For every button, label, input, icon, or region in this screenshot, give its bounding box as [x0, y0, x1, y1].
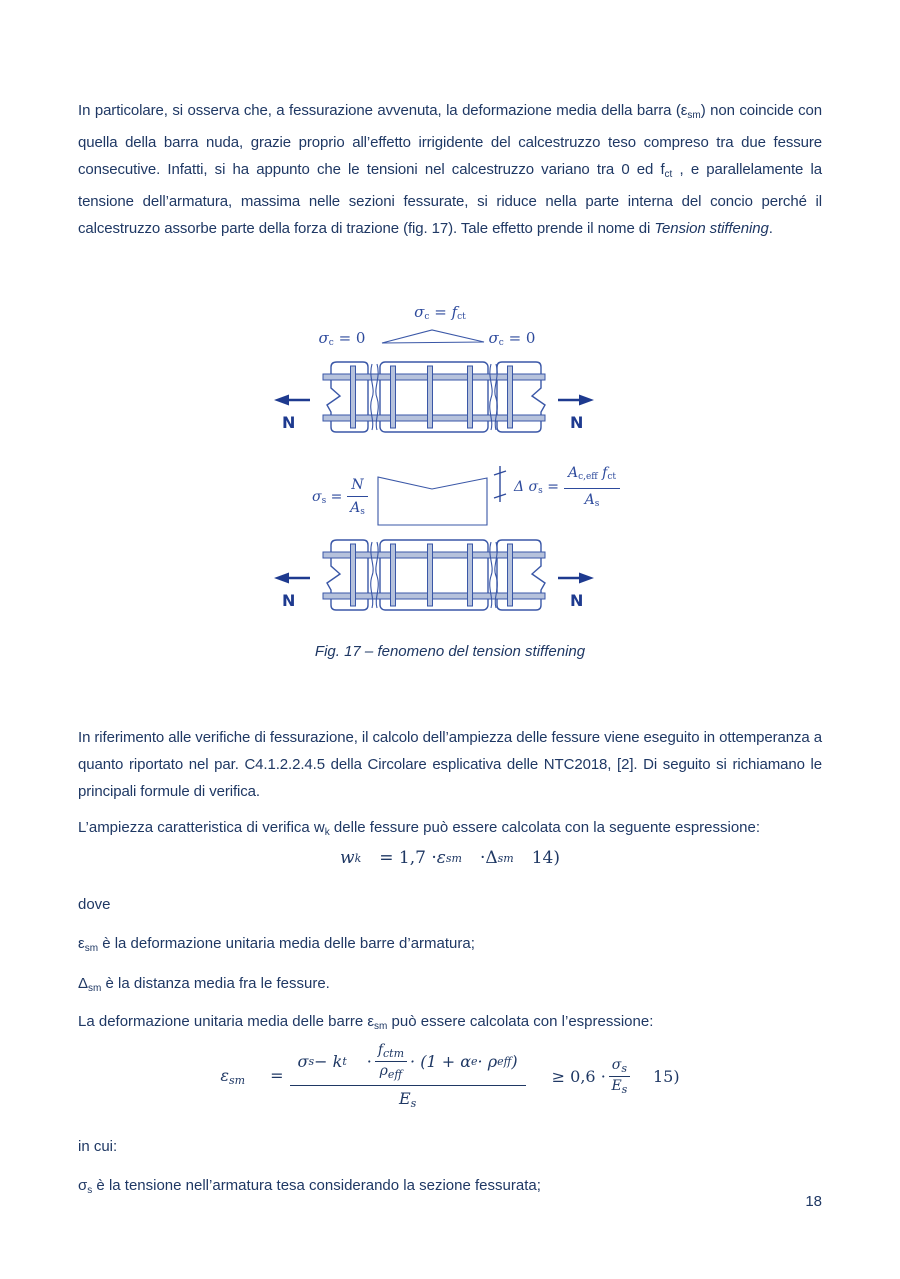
subscript-sm: sm [84, 943, 99, 954]
paragraph-deformazione-media [78, 1010, 822, 1039]
fctm-symbol: f [377, 1042, 384, 1058]
steel-stress-notched-shape [378, 477, 487, 525]
denominator-A: A [350, 500, 361, 516]
fraction-n-over-as [347, 475, 367, 522]
paragraph-text: può essere calcolata con l’espressione: [387, 1013, 654, 1030]
subscript-ct: ct [664, 169, 673, 180]
delta-symbol: Δ [78, 975, 89, 992]
delta-symbol: Δ [485, 848, 498, 868]
subscript-c: c [424, 312, 430, 322]
delta-sigma-symbol: Δ σ [514, 478, 539, 495]
concrete-stress-triangle [382, 330, 484, 343]
definition-text: è la deformazione unitaria media delle barre d’armatura; [98, 935, 475, 952]
subscript-s: s [621, 1082, 628, 1096]
equals: = [265, 1065, 284, 1085]
rho-symbol: ρ [379, 1063, 388, 1079]
paragraph-verifiche-fessurazione [78, 724, 822, 805]
beam-top [274, 362, 594, 432]
subscript-s: s [621, 1061, 627, 1075]
Es-symbol: E [398, 1089, 411, 1108]
equals: = [330, 488, 343, 505]
inner-fraction-fctm-rhoeff [375, 1042, 407, 1081]
subscript-sm: sm [374, 1021, 388, 1032]
subscript-ct: ct [607, 472, 616, 482]
paragraph-ampiezza-caratteristica [78, 816, 822, 845]
numerator-N: N [347, 475, 367, 497]
dove-line [78, 893, 822, 917]
f-symbol: f [451, 303, 458, 321]
subscript-s: s [87, 1185, 93, 1196]
paragraph-text: In riferimento alle verifiche di fessurazione, il calcolo dell’ampiezza delle fessure viene eseguito in ottemperanza a quanto riportato nel par. C4.1.2.2.4.5 della Circolare esplicativa delle NTC2018, [2]. Di seguito si richiamano le principali formule di verifica. [78, 729, 822, 800]
subscript-k: k [324, 827, 330, 838]
definition-text: è la distanza media fra le fessure. [101, 975, 330, 992]
page-number: 18 [805, 1193, 822, 1210]
subscript-ct: ct [457, 312, 466, 322]
sigma-symbol: σ [488, 329, 499, 347]
subscript-sm: sm [687, 110, 701, 121]
subscript-sm: sm [88, 983, 102, 994]
paragraph-text: . [768, 220, 773, 237]
subscript-s: s [308, 1055, 315, 1068]
main-fraction [290, 1042, 526, 1110]
delta-dimension-mark [494, 466, 506, 502]
f-symbol: f [602, 465, 608, 481]
subscript-sm: sm [445, 851, 462, 865]
paragraph-text: La deformazione unitaria media delle barre ε [78, 1013, 375, 1030]
epsilon-symbol: ε [436, 848, 446, 868]
beam-bottom [274, 540, 594, 610]
subscript-s: s [410, 1097, 417, 1110]
definition-text: è la tensione nell’armatura tesa considerando la sezione fessurata; [92, 1177, 541, 1194]
A-symbol: A [567, 465, 579, 481]
sigma-symbol: σ [611, 1056, 622, 1073]
figure-17-tension-stiffening [260, 300, 650, 635]
equation-middle: = 1,7 · [379, 848, 437, 868]
fraction-sigmas-over-es [609, 1057, 630, 1096]
label-sigma-c-fct [400, 302, 480, 327]
sigma-symbol: σ [414, 303, 425, 321]
dot-operator: · [479, 848, 486, 868]
equals-zero: = 0 [503, 329, 536, 347]
fraction-aceff-fct-over-as [564, 463, 620, 514]
sigma-symbol: σ [312, 488, 322, 505]
italic-term: Tension stiffening [654, 220, 769, 237]
subscript-sm: sm [497, 851, 514, 865]
rho-symbol: · ρ [477, 1052, 498, 1071]
subscript-k: k [354, 851, 362, 865]
subscript-s: s [594, 499, 600, 509]
paragraph-text: , e parallelamente la tensione dell’armatura, massima nelle sezioni fessurate, si riduce nella parte interna del concio perché il calcestruzzo assorbe parte della forza di trazione (fig. 17). Tale effetto prende il nome di [78, 161, 822, 237]
geq-06: ≥ 0,6 · [551, 1066, 606, 1086]
paragraph-text: delle fessure può essere calcolata con la seguente espressione: [329, 819, 761, 836]
minus-kt: − k [314, 1052, 343, 1071]
Es-symbol: E [611, 1077, 622, 1094]
definition-delta-sm [78, 972, 822, 1001]
subscript-s: s [321, 495, 327, 506]
equation-number: 15) [653, 1066, 680, 1086]
sigma-symbol: σ [297, 1052, 309, 1071]
equation-14 [78, 848, 822, 868]
subscript-e: e [471, 1055, 478, 1068]
subscript-sm: sm [228, 1073, 246, 1087]
paragraph-text: ) non coincide con quella della barra nuda, grazie proprio all’effetto irrigidente del calcestruzzo teso compreso tra due fessure consecutive. Infatti, si ha appunto che le tensioni nel calcestruzzo variano tra 0 ed f [78, 102, 822, 178]
equation-15 [78, 1042, 822, 1110]
denominator-A: A [584, 492, 595, 508]
incui-text: in cui: [78, 1138, 118, 1155]
definition-epsilon-sm [78, 932, 822, 961]
definition-sigma-s [78, 1174, 822, 1203]
equals: = [429, 303, 452, 321]
close-paren: ) [511, 1052, 518, 1071]
epsilon-symbol: ε [220, 1065, 229, 1085]
subscript-c: c [498, 338, 504, 348]
label-delta-sigma-s-equation [514, 463, 620, 514]
subscript-c: c [328, 338, 334, 348]
equals-zero: = 0 [333, 329, 366, 347]
subscript-s: s [360, 507, 365, 517]
w-symbol: w [340, 848, 355, 868]
equals: = [547, 478, 559, 495]
paragraph-tension-stiffening [78, 97, 822, 242]
label-sigma-s-equation [312, 475, 368, 522]
subscript-t: t [342, 1055, 347, 1068]
dove-text: dove [78, 896, 111, 913]
subscript-eff: eff [387, 1068, 403, 1081]
paragraph-text: In particolare, si osserva che, a fessurazione avvenuta, la deformazione media della barra (ε [78, 102, 688, 119]
subscript-s: s [538, 485, 543, 496]
dot-operator: · [366, 1052, 372, 1071]
label-sigma-c-zero-left [310, 328, 374, 353]
one-plus-alpha: · (1 + α [410, 1052, 472, 1071]
subscript-ctm: ctm [383, 1047, 405, 1060]
figure-caption: Fig. 17 – fenomeno del tension stiffening [314, 643, 586, 660]
paragraph-text: L’ampiezza caratteristica di verifica w [78, 819, 325, 836]
sigma-symbol: σ [78, 1177, 88, 1194]
subscript-eff: eff [497, 1055, 512, 1068]
label-sigma-c-zero-right [480, 328, 544, 353]
sigma-symbol: σ [318, 329, 329, 347]
subscript-ceff: c,eff [578, 472, 598, 482]
equation-number: 14) [531, 848, 560, 868]
incui-line [78, 1135, 822, 1159]
epsilon-symbol: ε [78, 935, 85, 952]
